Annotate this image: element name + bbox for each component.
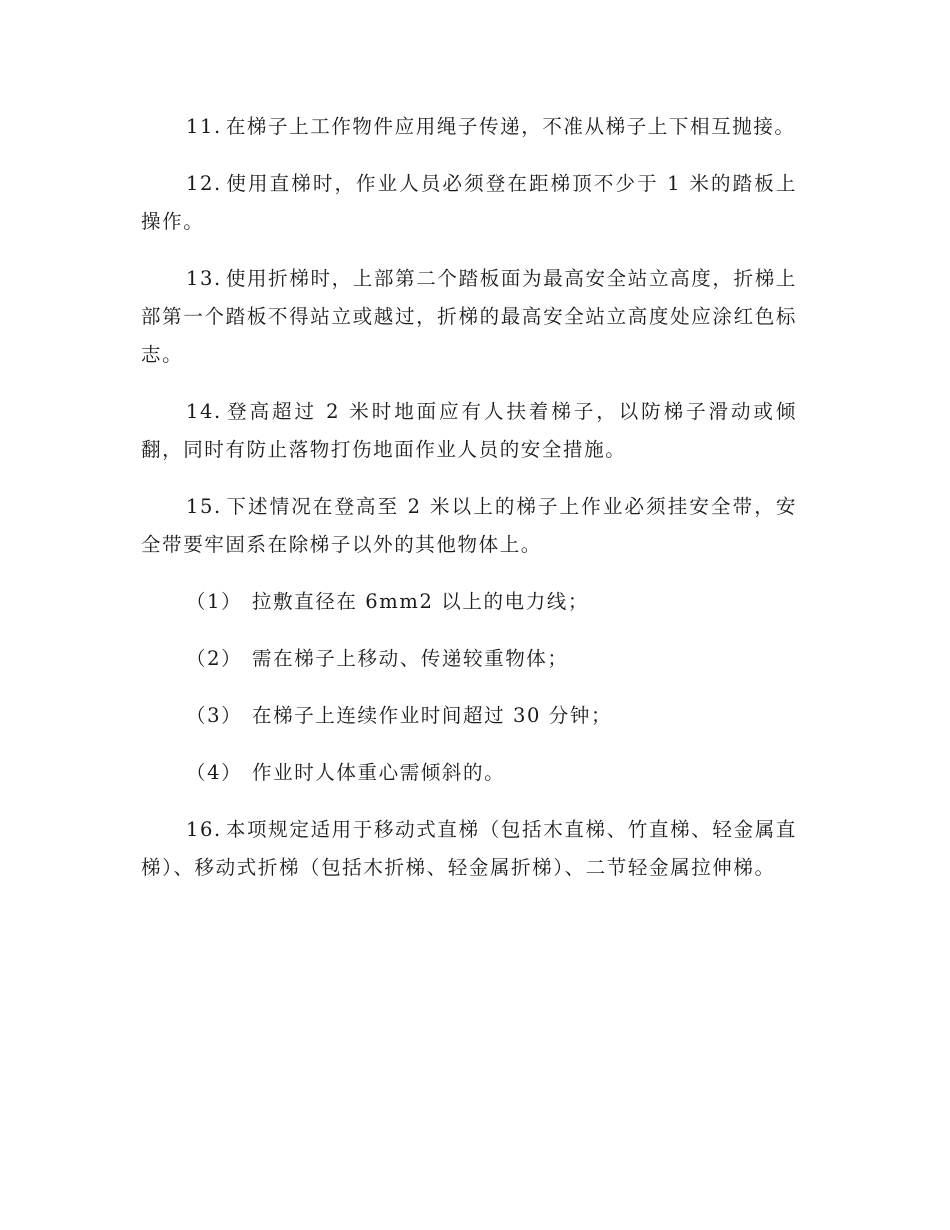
paragraph-text: 使用直梯时，作业人员必须登在距梯顶不少于 1 米的踏板上操作。 xyxy=(141,172,797,233)
paragraph-text: 本项规定适用于移动式直梯（包括木直梯、竹直梯、轻金属直梯）、移动式折梯（包括木折梯、轻金属折梯）、二节轻金属拉伸梯。 xyxy=(141,818,797,879)
paragraph-number: 15. xyxy=(186,495,222,518)
document-body xyxy=(141,108,797,906)
paragraph-number: 14. xyxy=(186,400,222,423)
paragraph-text: 在梯子上工作物件应用绳子传递，不准从梯子上下相互抛接。 xyxy=(225,115,796,138)
paragraph-text: 登高超过 2 米时地面应有人扶着梯子，以防梯子滑动或倾翻，同时有防止落物打伤地面作业人员的安全措施。 xyxy=(141,400,797,461)
list-marker: （3） xyxy=(186,704,243,727)
paragraph-number: 11. xyxy=(186,115,222,138)
list-item-text: 拉敷直径在 6mm2 以上的电力线； xyxy=(252,590,589,613)
paragraph-number: 13. xyxy=(186,267,222,290)
list-item xyxy=(141,640,797,678)
list-marker: （2） xyxy=(186,647,243,670)
list-item-text: 在梯子上连续作业时间超过 30 分钟； xyxy=(252,704,613,727)
paragraph-12 xyxy=(141,165,797,241)
list-item-text: 需在梯子上移动、传递较重物体； xyxy=(252,647,569,670)
paragraph-14 xyxy=(141,393,797,469)
paragraph-16 xyxy=(141,811,797,887)
paragraph-number: 16. xyxy=(186,818,222,841)
paragraph-text: 使用折梯时，上部第二个踏板面为最高安全站立高度，折梯上部第一个踏板不得站立或越过，折梯的最高安全站立高度处应涂红色标志。 xyxy=(141,267,797,366)
list-item xyxy=(141,583,797,621)
list-item xyxy=(141,697,797,735)
list-marker: （1） xyxy=(186,590,243,613)
list-marker: （4） xyxy=(186,761,243,784)
paragraph-text: 下述情况在登高至 2 米以上的梯子上作业必须挂安全带，安全带要牢固系在除梯子以外的其他物体上。 xyxy=(141,495,797,556)
paragraph-11 xyxy=(141,108,797,146)
list-item xyxy=(141,754,797,792)
list-item-text: 作业时人体重心需倾斜的。 xyxy=(252,761,506,784)
paragraph-13 xyxy=(141,260,797,374)
paragraph-number: 12. xyxy=(186,172,222,195)
paragraph-15 xyxy=(141,488,797,564)
